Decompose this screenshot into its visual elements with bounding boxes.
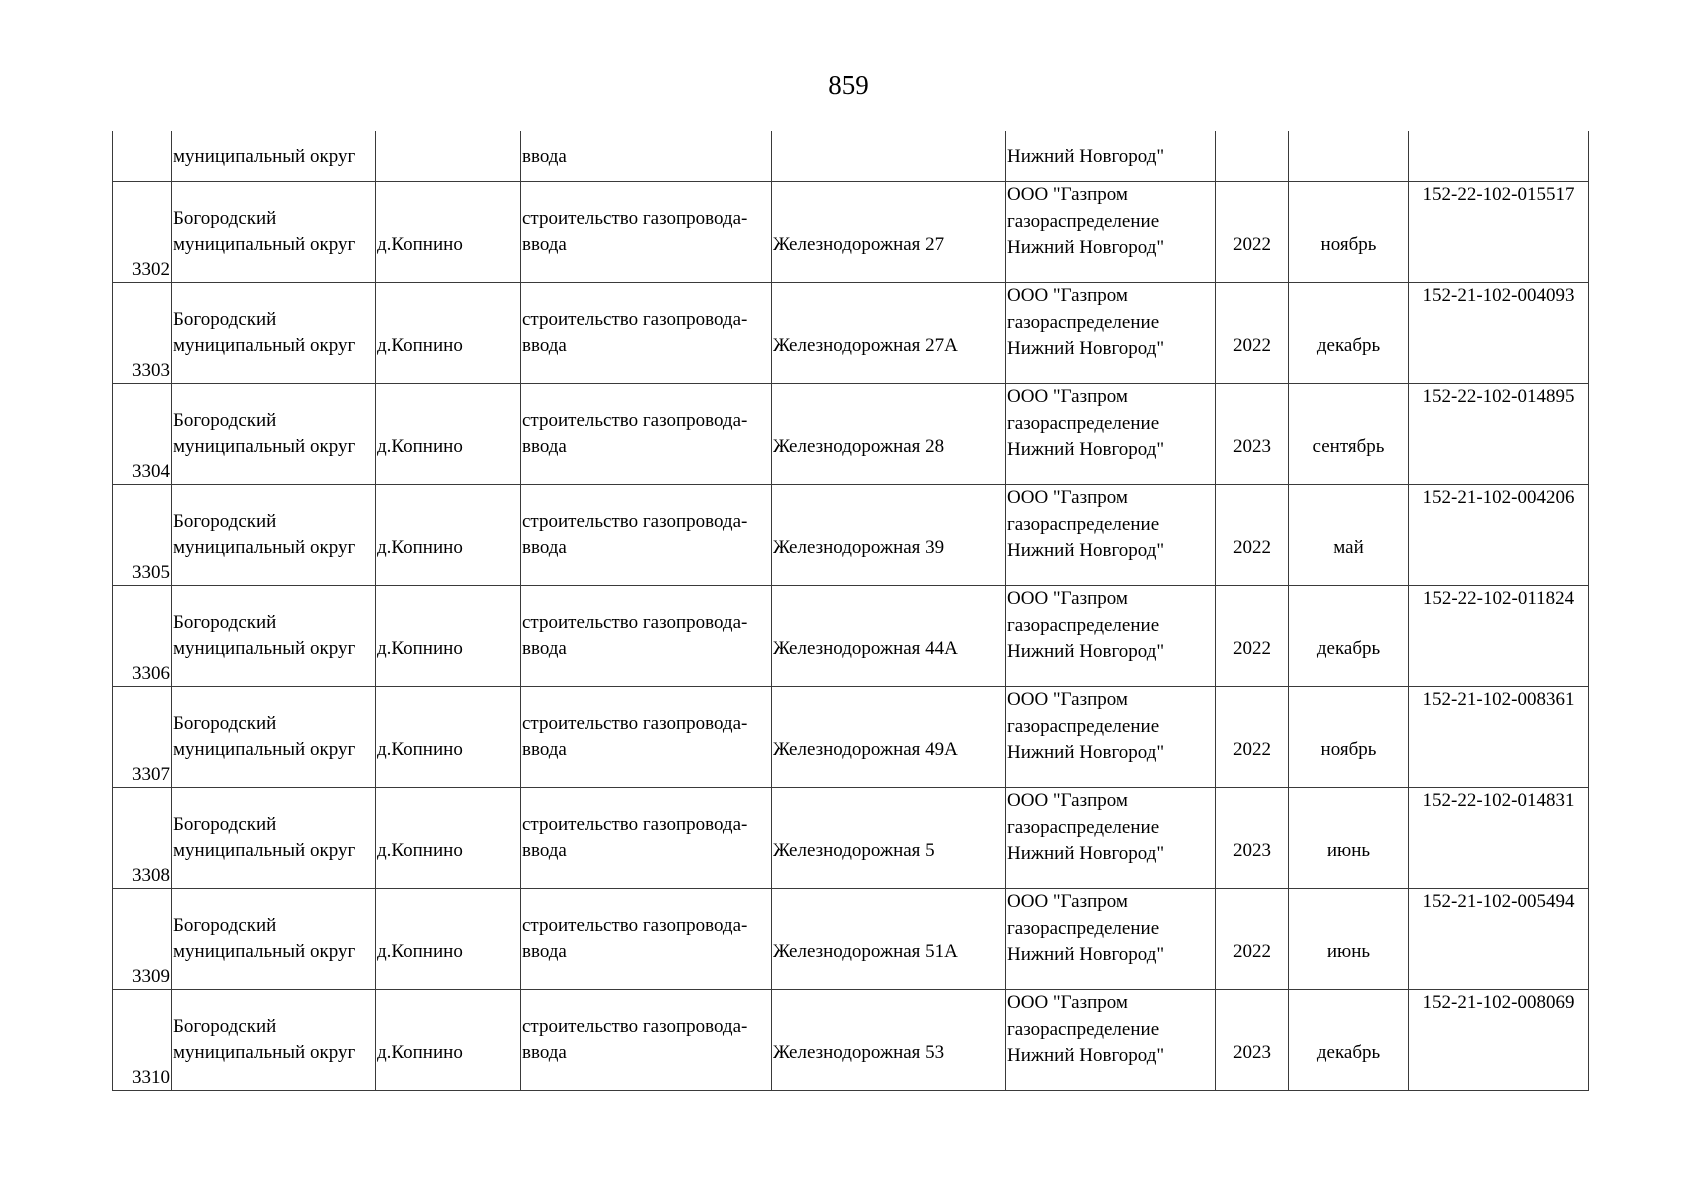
address-spacer	[773, 408, 1004, 435]
district-cell	[172, 586, 376, 687]
month-cell	[1289, 283, 1409, 384]
address-value: Железнодорожная 5	[773, 840, 935, 861]
org-line-3: Нижний Новгород"	[1007, 944, 1165, 965]
month-spacer	[1290, 812, 1407, 839]
code-cell: 152-21-102-005494	[1409, 889, 1589, 990]
month-spacer	[1290, 711, 1407, 738]
month-spacer	[1290, 509, 1407, 536]
org-line-2: газораспределение	[1007, 210, 1160, 232]
org-line-3: Нижний Новгород"	[1007, 742, 1165, 763]
address-spacer	[773, 307, 1004, 334]
locality-name: д.Копнино	[377, 234, 463, 255]
month-spacer	[1290, 408, 1407, 435]
org-line-3: Нижний Новгород"	[1007, 338, 1165, 359]
year-cell	[1216, 788, 1289, 889]
org-line-2: газораспределение	[1007, 1018, 1160, 1040]
address-spacer	[773, 711, 1004, 738]
address-spacer	[773, 509, 1004, 536]
org-line-1: ООО "Газпром	[1007, 992, 1128, 1013]
year-spacer	[1217, 307, 1287, 334]
locality-name: д.Копнино	[377, 537, 463, 558]
number-cell	[113, 131, 172, 182]
work-object: ввода	[522, 941, 567, 962]
district-name: Богородский	[173, 611, 277, 633]
table-row	[113, 384, 1589, 485]
locality-name: д.Копнино	[377, 436, 463, 457]
org-line-2: газораспределение	[1007, 614, 1160, 636]
month-value: декабрь	[1316, 638, 1381, 659]
table-body	[113, 131, 1589, 1091]
district-cell	[172, 990, 376, 1091]
org-line-2: газораспределение	[1007, 412, 1160, 434]
work-object: ввода	[522, 234, 567, 255]
year-cell	[1216, 990, 1289, 1091]
organization-cell: Нижний Новгород"	[1006, 131, 1216, 182]
table-row	[113, 990, 1589, 1091]
locality-cell	[376, 485, 521, 586]
month-cell	[1289, 182, 1409, 283]
work-cell	[521, 687, 772, 788]
address-spacer	[773, 913, 1004, 940]
number-cell: 3310	[113, 990, 172, 1091]
code-cell: 152-21-102-004206	[1409, 485, 1589, 586]
year-cell	[1216, 485, 1289, 586]
org-line-1: ООО "Газпром	[1007, 891, 1128, 912]
year-spacer	[1217, 812, 1287, 839]
work-cell	[521, 889, 772, 990]
year-cell	[1216, 586, 1289, 687]
month-cell	[1289, 687, 1409, 788]
year-cell	[1216, 283, 1289, 384]
district-cell	[172, 687, 376, 788]
organization-cell	[1006, 485, 1216, 586]
work-type: строительство газопровода-	[522, 510, 748, 532]
address-value: Железнодорожная 44А	[773, 638, 958, 659]
work-cell	[521, 182, 772, 283]
year-value: 2022	[1233, 638, 1271, 659]
month-value: сентябрь	[1312, 436, 1385, 457]
organization-cell	[1006, 687, 1216, 788]
district-name: Богородский	[173, 914, 277, 936]
district-type: муниципальный округ	[173, 234, 356, 255]
district-type: муниципальный округ	[173, 1042, 356, 1063]
locality-spacer	[377, 509, 519, 536]
month-cell	[1289, 889, 1409, 990]
district-name: Богородский	[173, 409, 277, 431]
address-cell	[772, 283, 1006, 384]
year-spacer	[1217, 1014, 1287, 1041]
table-row	[113, 182, 1589, 283]
year-spacer	[1217, 913, 1287, 940]
code-cell: 152-22-102-014831	[1409, 788, 1589, 889]
work-cell	[521, 283, 772, 384]
work-type: строительство газопровода-	[522, 207, 748, 229]
year-cell	[1216, 182, 1289, 283]
organization-cell	[1006, 788, 1216, 889]
address-spacer	[773, 1014, 1004, 1041]
work-type: строительство газопровода-	[522, 712, 748, 734]
address-cell	[772, 687, 1006, 788]
org-line-3: Нижний Новгород"	[1007, 843, 1165, 864]
number-cell: 3302	[113, 182, 172, 283]
locality-spacer	[377, 307, 519, 334]
month-spacer	[1290, 1014, 1407, 1041]
year-value: 2023	[1233, 1042, 1271, 1063]
district-type: муниципальный округ	[173, 335, 356, 356]
number-cell: 3307	[113, 687, 172, 788]
work-object: ввода	[522, 739, 567, 760]
table-row	[113, 485, 1589, 586]
district-cell	[172, 788, 376, 889]
district-name: Богородский	[173, 308, 277, 330]
org-line-2: газораспределение	[1007, 715, 1160, 737]
code-cell: 152-21-102-008069	[1409, 990, 1589, 1091]
work-type: строительство газопровода-	[522, 813, 748, 835]
locality-name: д.Копнино	[377, 941, 463, 962]
address-cell	[772, 990, 1006, 1091]
locality-cell	[376, 131, 521, 182]
district-cell	[172, 182, 376, 283]
organization-cell	[1006, 889, 1216, 990]
work-type: строительство газопровода-	[522, 409, 748, 431]
address-spacer	[773, 610, 1004, 637]
address-spacer	[773, 206, 1004, 233]
code-cell: 152-22-102-015517	[1409, 182, 1589, 283]
work-object: ввода	[522, 1042, 567, 1063]
district-type: муниципальный округ	[173, 436, 356, 457]
locality-spacer	[377, 206, 519, 233]
year-spacer	[1217, 206, 1287, 233]
year-value: 2023	[1233, 840, 1271, 861]
organization-cell	[1006, 283, 1216, 384]
address-value: Железнодорожная 27А	[773, 335, 958, 356]
code-cell: 152-22-102-014895	[1409, 384, 1589, 485]
locality-spacer	[377, 610, 519, 637]
continuation-row	[113, 131, 1589, 182]
org-line-3: Нижний Новгород"	[1007, 237, 1165, 258]
code-cell	[1409, 131, 1589, 182]
district-type: муниципальный округ	[173, 638, 356, 659]
locality-name: д.Копнино	[377, 1042, 463, 1063]
year-spacer	[1217, 509, 1287, 536]
address-spacer	[773, 812, 1004, 839]
district-type: муниципальный округ	[173, 840, 356, 861]
district-type: муниципальный округ	[173, 537, 356, 558]
organization-cell	[1006, 384, 1216, 485]
org-line-3: Нижний Новгород"	[1007, 540, 1165, 561]
year-value: 2022	[1233, 941, 1271, 962]
district-name: Богородский	[173, 1015, 277, 1037]
number-cell: 3308	[113, 788, 172, 889]
address-cell	[772, 788, 1006, 889]
work-cell	[521, 990, 772, 1091]
address-cell	[772, 182, 1006, 283]
district-cell	[172, 283, 376, 384]
month-spacer	[1290, 913, 1407, 940]
year-spacer	[1217, 610, 1287, 637]
registry-table	[112, 131, 1589, 1091]
district-cell	[172, 485, 376, 586]
address-value: Железнодорожная 39	[773, 537, 945, 558]
month-spacer	[1290, 206, 1407, 233]
month-value: декабрь	[1316, 1042, 1381, 1063]
work-cell	[521, 485, 772, 586]
org-line-1: ООО "Газпром	[1007, 487, 1128, 508]
address-value: Железнодорожная 27	[773, 234, 945, 255]
work-cell	[521, 384, 772, 485]
table-row	[113, 586, 1589, 687]
work-cell: ввода	[521, 131, 772, 182]
locality-cell	[376, 182, 521, 283]
org-line-1: ООО "Газпром	[1007, 285, 1128, 306]
organization-cell	[1006, 586, 1216, 687]
district-cell	[172, 889, 376, 990]
month-cell	[1289, 131, 1409, 182]
work-type: строительство газопровода-	[522, 611, 748, 633]
address-cell	[772, 131, 1006, 182]
month-value: ноябрь	[1320, 234, 1377, 255]
work-type: строительство газопровода-	[522, 1015, 748, 1037]
year-value: 2022	[1233, 537, 1271, 558]
org-line-3: Нижний Новгород"	[1007, 439, 1165, 460]
number-cell: 3304	[113, 384, 172, 485]
district-name: Богородский	[173, 712, 277, 734]
year-value: 2022	[1233, 739, 1271, 760]
work-cell	[521, 788, 772, 889]
code-cell: 152-22-102-011824	[1409, 586, 1589, 687]
locality-cell	[376, 889, 521, 990]
month-value: ноябрь	[1320, 739, 1377, 760]
month-value: май	[1333, 537, 1364, 558]
year-spacer	[1217, 711, 1287, 738]
address-value: Железнодорожная 49А	[773, 739, 958, 760]
district-type: муниципальный округ	[173, 941, 356, 962]
month-spacer	[1290, 610, 1407, 637]
locality-spacer	[377, 812, 519, 839]
locality-spacer	[377, 408, 519, 435]
month-value: декабрь	[1316, 335, 1381, 356]
address-cell	[772, 384, 1006, 485]
number-cell: 3306	[113, 586, 172, 687]
locality-cell	[376, 384, 521, 485]
org-line-1: ООО "Газпром	[1007, 184, 1128, 205]
year-cell	[1216, 687, 1289, 788]
address-value: Железнодорожная 51А	[773, 941, 958, 962]
year-cell	[1216, 131, 1289, 182]
year-value: 2023	[1233, 436, 1271, 457]
org-line-1: ООО "Газпром	[1007, 790, 1128, 811]
work-object: ввода	[522, 537, 567, 558]
org-line-1: ООО "Газпром	[1007, 689, 1128, 710]
locality-spacer	[377, 913, 519, 940]
year-spacer	[1217, 408, 1287, 435]
year-cell	[1216, 889, 1289, 990]
work-type: строительство газопровода-	[522, 914, 748, 936]
district-name: Богородский	[173, 207, 277, 229]
district-type: муниципальный округ	[173, 739, 356, 760]
table-row	[113, 687, 1589, 788]
year-cell	[1216, 384, 1289, 485]
org-line-3: Нижний Новгород"	[1007, 1045, 1165, 1066]
address-cell	[772, 889, 1006, 990]
locality-cell	[376, 283, 521, 384]
work-type: строительство газопровода-	[522, 308, 748, 330]
org-line-2: газораспределение	[1007, 311, 1160, 333]
month-value: июнь	[1326, 941, 1371, 962]
year-value: 2022	[1233, 234, 1271, 255]
locality-name: д.Копнино	[377, 638, 463, 659]
month-cell	[1289, 788, 1409, 889]
address-value: Железнодорожная 28	[773, 436, 945, 457]
month-cell	[1289, 485, 1409, 586]
org-line-1: ООО "Газпром	[1007, 588, 1128, 609]
locality-spacer	[377, 1014, 519, 1041]
organization-cell	[1006, 990, 1216, 1091]
page-number: 859	[828, 70, 869, 100]
month-value: июнь	[1326, 840, 1371, 861]
work-cell	[521, 586, 772, 687]
address-cell	[772, 586, 1006, 687]
locality-spacer	[377, 711, 519, 738]
work-object: ввода	[522, 638, 567, 659]
locality-cell	[376, 990, 521, 1091]
org-line-3: Нижний Новгород"	[1007, 641, 1165, 662]
org-line-2: газораспределение	[1007, 816, 1160, 838]
locality-name: д.Копнино	[377, 739, 463, 760]
org-line-2: газораспределение	[1007, 513, 1160, 535]
month-cell	[1289, 990, 1409, 1091]
locality-name: д.Копнино	[377, 840, 463, 861]
district-cell: муниципальный округ	[172, 131, 376, 182]
district-cell	[172, 384, 376, 485]
org-line-2: газораспределение	[1007, 917, 1160, 939]
locality-cell	[376, 687, 521, 788]
work-object: ввода	[522, 840, 567, 861]
address-cell	[772, 485, 1006, 586]
year-value: 2022	[1233, 335, 1271, 356]
code-cell: 152-21-102-004093	[1409, 283, 1589, 384]
code-cell: 152-21-102-008361	[1409, 687, 1589, 788]
number-cell: 3305	[113, 485, 172, 586]
table-row	[113, 889, 1589, 990]
number-cell: 3303	[113, 283, 172, 384]
table-row	[113, 788, 1589, 889]
org-line-1: ООО "Газпром	[1007, 386, 1128, 407]
month-cell	[1289, 384, 1409, 485]
address-value: Железнодорожная 53	[773, 1042, 945, 1063]
month-cell	[1289, 586, 1409, 687]
locality-cell	[376, 788, 521, 889]
month-spacer	[1290, 307, 1407, 334]
district-name: Богородский	[173, 510, 277, 532]
district-name: Богородский	[173, 813, 277, 835]
organization-cell	[1006, 182, 1216, 283]
locality-name: д.Копнино	[377, 335, 463, 356]
work-object: ввода	[522, 335, 567, 356]
number-cell: 3309	[113, 889, 172, 990]
table-row	[113, 283, 1589, 384]
locality-cell	[376, 586, 521, 687]
work-object: ввода	[522, 436, 567, 457]
